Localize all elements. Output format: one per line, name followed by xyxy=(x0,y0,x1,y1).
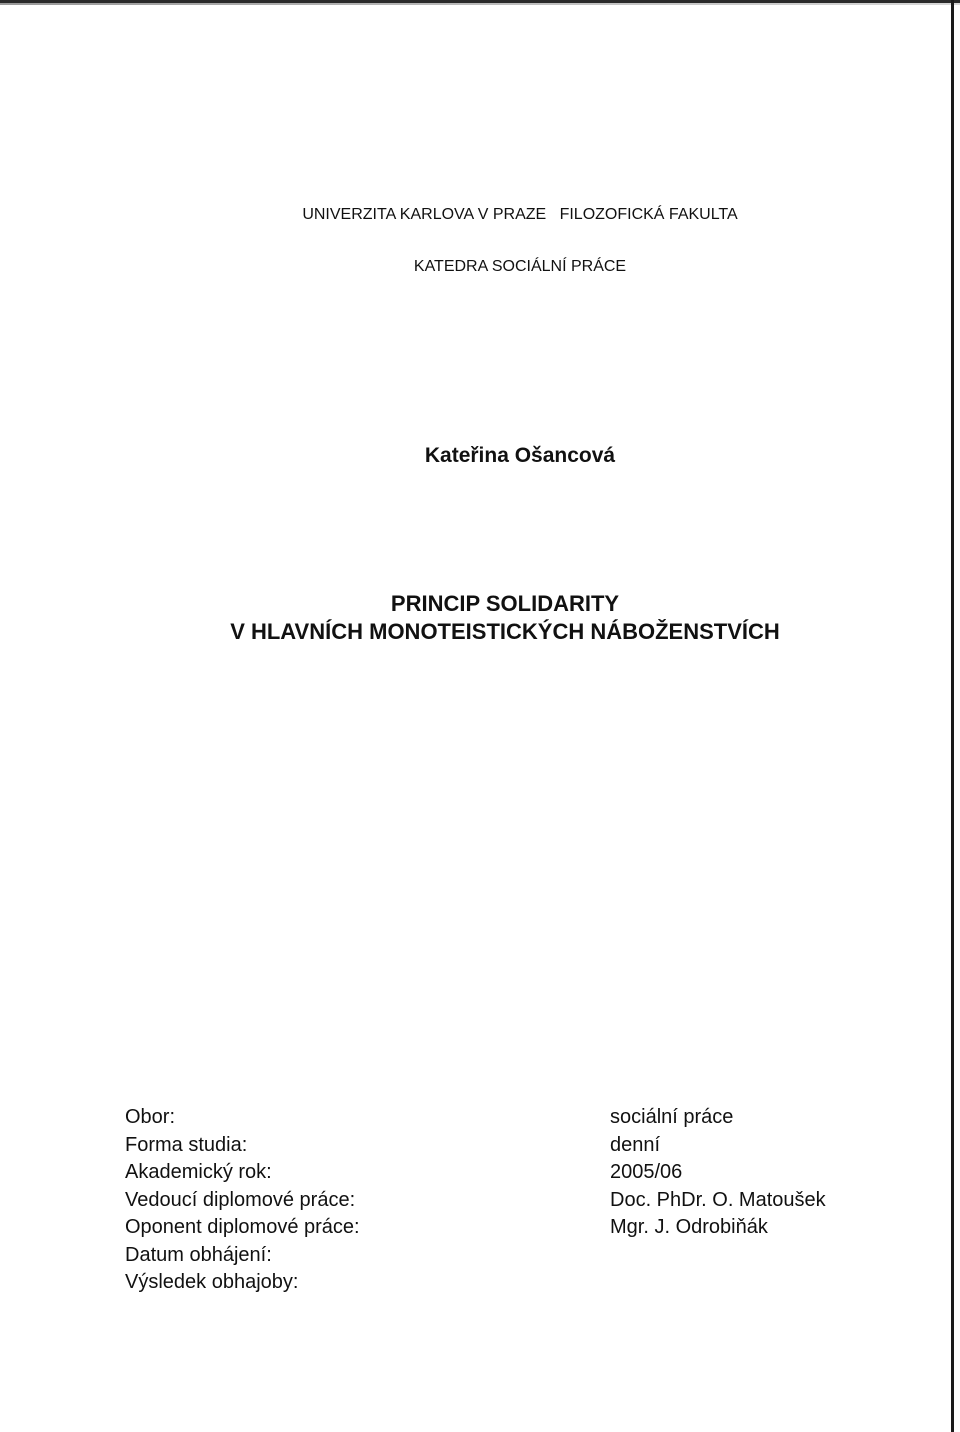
info-value: denní xyxy=(610,1133,661,1156)
thesis-title-line-1: PRINCIP SOLIDARITY xyxy=(390,591,620,616)
info-row-field xyxy=(125,1104,885,1132)
info-value: sociální práce xyxy=(610,1106,734,1128)
info-label: Forma studia: xyxy=(125,1133,248,1156)
info-row-opponent xyxy=(125,1214,885,1242)
university-name: UNIVERZITA KARLOVA V PRAZE xyxy=(302,206,547,223)
department-name: KATEDRA SOCIÁLNÍ PRÁCE xyxy=(413,258,627,275)
author-name: Kateřina Ošancová xyxy=(424,444,616,467)
info-row-academic-year xyxy=(125,1159,885,1187)
info-row-defense-date xyxy=(125,1242,885,1270)
thesis-info-table xyxy=(125,1104,885,1297)
university-faculty-line xyxy=(0,206,960,224)
info-label: Obor: xyxy=(125,1106,176,1128)
info-value: Doc. PhDr. O. Matoušek xyxy=(610,1188,826,1211)
info-label: Vedoucí diplomové práce: xyxy=(125,1188,356,1211)
info-label: Oponent diplomové práce: xyxy=(125,1216,360,1238)
thesis-title-line-2: V HLAVNÍCH MONOTEISTICKÝCH NÁBOŽENSTVÍCH xyxy=(230,619,780,644)
info-row-defense-result xyxy=(125,1269,885,1297)
info-value: Mgr. J. Odrobiňák xyxy=(610,1216,768,1238)
info-value: 2005/06 xyxy=(610,1161,683,1183)
info-row-supervisor xyxy=(125,1187,885,1215)
info-label: Akademický rok: xyxy=(125,1161,272,1183)
faculty-name: FILOZOFICKÁ FAKULTA xyxy=(559,206,738,223)
scan-edge-top-shadow xyxy=(0,3,960,5)
info-label: Datum obhájení: xyxy=(125,1243,272,1266)
thesis-title xyxy=(0,590,960,646)
info-label: Výsledek obhajoby: xyxy=(125,1271,299,1293)
info-row-study-form xyxy=(125,1132,885,1160)
